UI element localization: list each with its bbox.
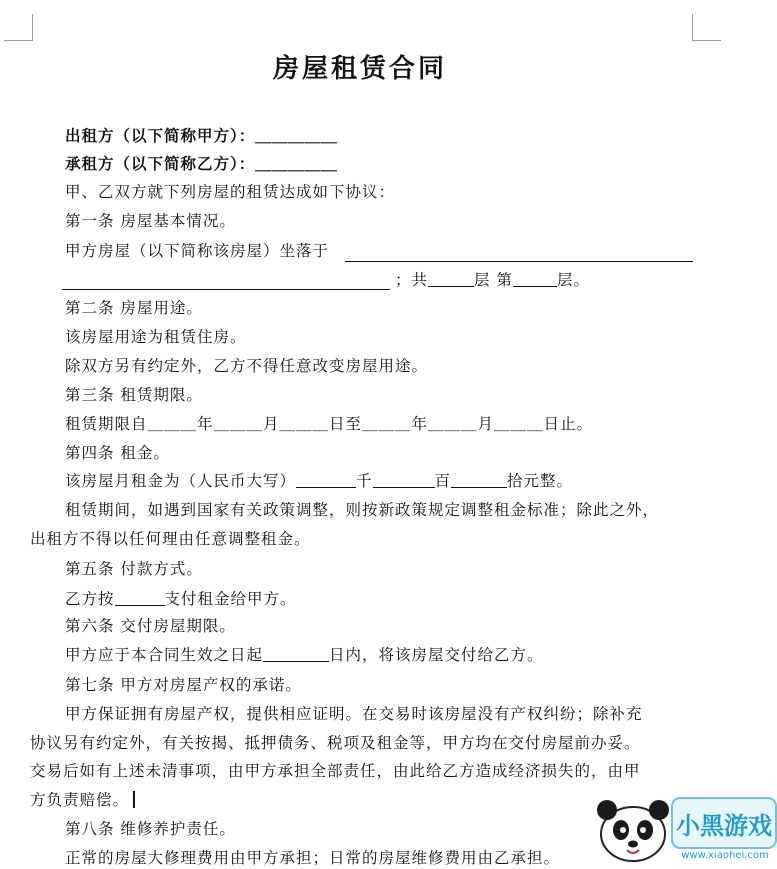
watermark-logo bbox=[577, 790, 777, 862]
rent-qian-blank[interactable] bbox=[296, 471, 356, 488]
article-3-p1: 租赁期限自＿＿＿年＿＿＿月＿＿＿日至＿＿＿年＿＿＿月＿＿＿日止。 bbox=[65, 415, 594, 433]
delivery-prefix: 甲方应于本合同生效之日起 bbox=[65, 646, 264, 664]
lessee-line: 承租方（以下简称乙方）：＿＿＿＿＿ bbox=[65, 155, 338, 173]
floor-number-blank[interactable] bbox=[513, 270, 557, 287]
watermark-url: www.xiaohei.com bbox=[681, 850, 769, 861]
article-7-line-3: 交易后如有上述未清事项，由甲方承担全部责任，由此给乙方造成经济损失的，由甲 bbox=[30, 762, 641, 780]
article-5-heading: 第五条 付款方式。 bbox=[65, 560, 203, 578]
rent-shi-blank[interactable] bbox=[451, 471, 507, 488]
article-7-line-2: 协议另有约定外，有关按揭、抵押债务、税项及租金等，甲方均在交付房屋前办妥。 bbox=[30, 734, 641, 752]
delivery-suffix: 日内，将该房屋交付给乙方。 bbox=[329, 646, 544, 664]
watermark-brand: 小黑游戏 bbox=[676, 812, 772, 840]
panda-mascot-icon bbox=[597, 800, 669, 861]
floors-line bbox=[395, 269, 590, 291]
delivery-line bbox=[65, 644, 544, 666]
floors-ceng-di: 层 第 bbox=[474, 271, 513, 289]
location-blank-1[interactable] bbox=[345, 261, 693, 262]
delivery-days-blank[interactable] bbox=[263, 645, 329, 662]
article-7-line-4 bbox=[30, 789, 135, 811]
article-4-p2a: 租赁期间，如遇到国家有关政策调整，则按新政策规定调整租金标准；除此之外， bbox=[65, 501, 660, 519]
article-2-heading: 第二条 房屋用途。 bbox=[65, 299, 203, 317]
text-cursor bbox=[133, 791, 135, 808]
article-3-heading: 第三条 租赁期限。 bbox=[65, 386, 203, 404]
article-2-p1: 该房屋用途为租赁住房。 bbox=[65, 328, 247, 346]
rent-shi: 拾元整。 bbox=[507, 472, 574, 490]
location-blank-2[interactable] bbox=[62, 289, 390, 290]
floors-ceng-end: 层。 bbox=[556, 271, 590, 289]
payment-method-blank[interactable] bbox=[115, 589, 165, 606]
rent-line bbox=[65, 470, 573, 492]
floors-gong: ；共 bbox=[395, 271, 429, 289]
article-7-line-1: 甲方保证拥有房屋产权，提供相应证明。在交易时该房屋没有产权纠纷；除补充 bbox=[65, 705, 643, 723]
article-8-p1: 正常的房屋大修理费用由甲方承担；日常的房屋维修费用由乙承担。 bbox=[65, 849, 561, 867]
article-4-heading: 第四条 租金。 bbox=[65, 444, 170, 462]
total-floors-blank[interactable] bbox=[428, 270, 474, 287]
rent-bai: 百 bbox=[434, 472, 452, 490]
location-prefix: 甲方房屋（以下简称该房屋）坐落于 bbox=[65, 242, 330, 260]
payment-prefix: 乙方按 bbox=[65, 590, 115, 608]
intro-text: 甲、乙双方就下列房屋的租赁达成如下协议： bbox=[65, 183, 396, 201]
rent-bai-blank[interactable] bbox=[373, 471, 435, 488]
article-1-heading: 第一条 房屋基本情况。 bbox=[65, 212, 236, 230]
crop-mark-top-left bbox=[4, 14, 33, 41]
crop-mark-top-right bbox=[692, 14, 721, 41]
article-6-heading: 第六条 交付房屋期限。 bbox=[65, 617, 236, 635]
article-4-p2b: 出租方不得以任何理由任意调整租金。 bbox=[30, 530, 311, 548]
payment-suffix: 支付租金给甲方。 bbox=[164, 590, 297, 608]
article-7-line-4-text: 方负责赔偿。 bbox=[30, 791, 130, 809]
location-line bbox=[65, 240, 329, 262]
lessor-line: 出租方（以下简称甲方）：＿＿＿＿＿ bbox=[65, 127, 338, 145]
rent-prefix: 该房屋月租金为（人民币大写） bbox=[65, 472, 297, 490]
article-8-heading: 第八条 维修养护责任。 bbox=[65, 820, 236, 838]
article-2-p2: 除双方另有约定外，乙方不得任意改变房屋用途。 bbox=[65, 357, 429, 375]
rent-qian: 千 bbox=[356, 472, 373, 490]
article-7-heading: 第七条 甲方对房屋产权的承诺。 bbox=[65, 676, 302, 694]
document-title: 房屋租赁合同 bbox=[272, 54, 447, 84]
payment-line bbox=[65, 588, 297, 610]
